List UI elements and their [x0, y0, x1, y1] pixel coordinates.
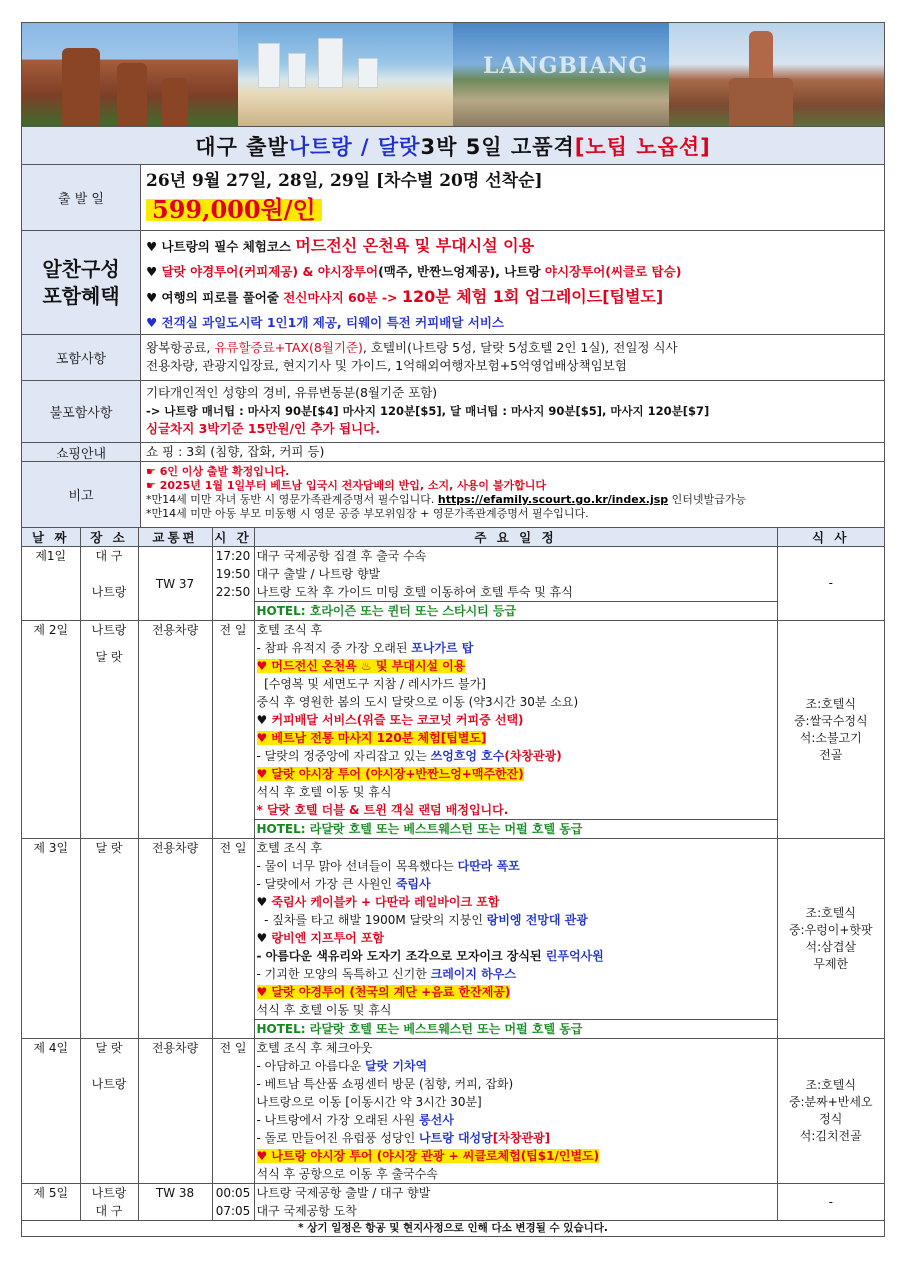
- time: 19:50: [215, 567, 251, 581]
- schedule-item: 호텔 조식 후: [256, 841, 323, 855]
- schedule-item: 호텔 조식 후: [256, 623, 323, 637]
- schedule-item: - 참파 유적지 중 가장 오래된 포나가르 탑: [256, 641, 474, 655]
- place: 나트랑: [91, 1186, 127, 1200]
- benefit-item: [146, 284, 879, 310]
- benefit-highlight: 달랏 야경투어(커피제공) & 야시장투어: [161, 264, 379, 279]
- place: 달 랏: [95, 650, 123, 664]
- photo-banner: [22, 23, 884, 127]
- ponagar-tower-photo: [22, 23, 238, 126]
- schedule-item: - 아담하고 아름다운 달랏 기차역: [256, 1059, 428, 1073]
- benefits-row: [22, 231, 884, 335]
- manner-tip-line: -> 나트랑 매너팁 : 마사지 90분[$4] 마사지 120분[$5], 달 매너팁 : 마사지 90분[$5], 마사지 120분[$7]: [146, 404, 710, 418]
- meal: 전골: [819, 747, 843, 762]
- single-charge-line: 싱글차지 3박기준 15만원/인 추가 됩니다.: [146, 421, 380, 436]
- included-line: 왕복항공료, 유류할증료+TAX(8월기준), 호텔비(나트랑 5성, 달랏 5성호텔 2인 1실), 전일정 식사: [146, 340, 678, 355]
- schedule-item: 나트랑 국제공항 출발 / 대구 향발: [256, 1186, 431, 1200]
- schedule-item: - 기괴한 모양의 독특하고 신기한 크레이지 하우스: [256, 967, 516, 981]
- remark-line: *만14세 미만 자녀 동반 시 영문가족관계증명서 필수입니다. https://efamily.scourt.go.kr/index.jsp 인터넷발급가능: [146, 493, 747, 506]
- remark-line: ☛ 2025년 1월 1일부터 베트남 입국시 전자담배의 반입, 소지, 사용이 불가합니다: [146, 479, 546, 492]
- meal: 석:소불고기: [799, 730, 862, 745]
- time: 전 일: [212, 839, 254, 1039]
- schedule-item: 대구 국제공항 집결 후 출국 수속: [256, 549, 427, 563]
- schedule-item: 대구 출발 / 나트랑 향발: [256, 567, 381, 581]
- schedule-item: 중식 후 영원한 봄의 도시 달랏으로 이동 (약3시간 30분 소요): [256, 695, 579, 709]
- included-line: 전용차량, 관광지입장료, 현지기사 및 가이드, 1억해외여행자보험+5억영업배상책임보험: [146, 358, 627, 373]
- time: 전 일: [212, 1039, 254, 1184]
- schedule-item: 호텔 조식 후 체크아웃: [256, 1041, 373, 1055]
- remarks-label: 비고: [22, 462, 141, 527]
- excluded-label: 불포함사항: [22, 381, 141, 442]
- benefit-highlight: 머드전신 온천욕 및 부대시설 이용: [295, 236, 535, 255]
- place: 대 구: [95, 549, 123, 563]
- price-badge: 599,000원/인: [146, 199, 322, 221]
- meal: 정식: [819, 1112, 843, 1126]
- departure-label: 출 발 일: [22, 165, 141, 230]
- day-5-row: [22, 1184, 884, 1221]
- dalat-cathedral-photo: [669, 23, 885, 126]
- schedule-item: - 달랏에서 가장 큰 사원인 죽림사: [256, 877, 431, 891]
- schedule-item: ♥ 죽림사 케이블카 + 다딴라 레일바이크 포함: [256, 895, 500, 909]
- schedule-item: 석식 후 공항으로 이동 후 출국수속: [256, 1167, 438, 1181]
- remark-line: ☛ 6인 이상 출발 확정입니다.: [146, 465, 290, 478]
- meal: 석:김치전골: [799, 1129, 862, 1143]
- schedule-item: - 아름다운 색유리와 도자기 조각으로 모자이크 장식된 린푸억사원: [256, 949, 604, 963]
- day-label: 제 2일: [22, 621, 80, 839]
- time: 07:05: [215, 1204, 251, 1218]
- transport: 전용차량: [138, 621, 212, 839]
- place: 대 구: [95, 1204, 123, 1218]
- schedule-item: - 물이 너무 맑아 선녀들이 목욕했다는 다딴라 폭포: [256, 859, 520, 873]
- excluded-row: [22, 381, 884, 443]
- watermark-text: LANGBIANG: [483, 53, 649, 79]
- shopping-row: [22, 443, 884, 462]
- schedule-item: [수영복 및 세면도구 지참 / 레시가드 불가]: [256, 677, 486, 691]
- meal: 중:우렁이+핫팟: [788, 922, 873, 937]
- remarks-row: [22, 462, 884, 528]
- day-label: 제 4일: [22, 1039, 80, 1184]
- benefit-item: ♥ 전객실 과일도시락 1인1개 제공, 티웨이 특전 커피배달 서비스: [146, 315, 504, 330]
- benefit-highlight: 전신마사지 60분 ->: [283, 290, 402, 305]
- benefit-text: (맥주, 반짠느엉제공), 나트랑: [378, 264, 545, 279]
- hotel-line: HOTEL: 호라이즌 또는 퀸터 또는 스타시티 등급: [255, 601, 777, 620]
- schedule-item: ♥ 랑비엔 지프투어 포함: [256, 931, 385, 945]
- benefits-label: [22, 231, 141, 334]
- place: 나트랑: [91, 585, 127, 599]
- time: 00:05: [215, 1186, 251, 1200]
- place: 나트랑: [91, 623, 127, 637]
- included-row: [22, 335, 884, 381]
- schedule-item: 석식 후 호텔 이동 및 휴식: [256, 1003, 392, 1017]
- meal: 석:삼겹살: [805, 939, 856, 954]
- benefits-label-line: 알찬구성: [42, 256, 120, 281]
- included-label: 포함사항: [22, 335, 141, 380]
- place: 나트랑: [91, 1077, 127, 1091]
- schedule-item: - 나트랑에서 가장 오래된 사원 롱선사: [256, 1113, 454, 1127]
- title-part: 3박 5일 고품격: [420, 134, 575, 159]
- schedule-item: * 달랏 호텔 더블 & 트윈 객실 랜덤 배정입니다.: [256, 803, 509, 817]
- time: 22:50: [215, 585, 251, 599]
- benefit-text: ♥: [146, 264, 162, 279]
- transport: 전용차량: [138, 839, 212, 1039]
- day-label: 제 5일: [22, 1184, 80, 1221]
- day-label: 제 3일: [22, 839, 80, 1039]
- meal: -: [777, 547, 884, 621]
- itinerary-table: [22, 528, 884, 1221]
- day-2-row: [22, 621, 884, 839]
- tour-flyer: [21, 22, 885, 1237]
- remark-line: *만14세 미만 아동 부모 미동행 시 영문 공증 부모위임장 + 영문가족관계증명서 필수입니다.: [146, 507, 589, 520]
- header-time: 시 간: [212, 528, 254, 547]
- itinerary-header: [22, 528, 884, 547]
- schedule-item: 나트랑으로 이동 [이동시간 약 3시간 30분]: [256, 1095, 482, 1109]
- benefit-text: ♥ 나트랑의 필수 체험코스: [146, 239, 296, 254]
- benefit-highlight: 120분 체험 1회 업그레이드[팁별도]: [401, 287, 664, 306]
- schedule-item: ♥ 달랏 야경투어 (천국의 계단 +음료 한잔제공): [256, 985, 511, 999]
- nhatrang-beach-photo: [238, 23, 454, 126]
- header-day: 날 짜: [22, 528, 80, 547]
- benefits-label-line: 포함혜택: [42, 283, 120, 308]
- transport: 전용차량: [138, 1039, 212, 1184]
- page-title: [22, 127, 884, 165]
- place: 달 랏: [95, 1041, 123, 1055]
- meal: 조:호텔식: [805, 696, 856, 711]
- schedule-item: ♥ 커피배달 서비스(위즐 또는 코코넛 커피중 선택): [256, 713, 524, 727]
- day-1-row: [22, 547, 884, 621]
- time: 전 일: [212, 621, 254, 839]
- place: 달 랏: [80, 839, 138, 1039]
- header-transport: 교통편: [138, 528, 212, 547]
- day-3-row: [22, 839, 884, 1039]
- meal: 조:호텔식: [805, 1078, 856, 1092]
- departure-dates: 26년 9월 27일, 28일, 29일 [차수별 20명 선착순]: [146, 171, 543, 191]
- schedule-item: 석식 후 호텔 이동 및 휴식: [256, 785, 392, 799]
- footer-note: * 상기 일정은 항공 및 현지사정으로 인해 다소 변경될 수 있습니다.: [298, 1222, 608, 1234]
- meal: 중:분짜+반세오: [788, 1095, 873, 1109]
- title-part: 대구 출발: [195, 134, 289, 159]
- day-4-row: [22, 1039, 884, 1184]
- flight: TW 38: [138, 1184, 212, 1221]
- header-schedule: 주 요 일 정: [254, 528, 777, 547]
- schedule-item: ♥ 나트랑 야시장 투어 (야시장 관광 + 씨클로체험(팁$1/인별도): [256, 1149, 600, 1163]
- excluded-line: 기타개인적인 성향의 경비, 유류변동분(8월기준 포함): [146, 385, 438, 400]
- shopping-text: 쇼 핑 : 3회 (침향, 잡화, 커피 등): [146, 444, 325, 459]
- title-destination: 나트랑 / 달랏: [288, 134, 421, 159]
- day-label: 제1일: [22, 547, 80, 621]
- schedule-item: - 짚차를 타고 해발 1900M 달랏의 지붕인 랑비엥 전망대 관광: [256, 913, 588, 927]
- departure-row: [22, 165, 884, 231]
- meal: 중:쌀국수정식: [793, 713, 868, 728]
- benefit-highlight: 야시장투어(씨클로 탑승): [544, 264, 682, 279]
- benefit-item: [146, 259, 879, 284]
- benefit-text: ♥ 여행의 피로를 풀어줄: [146, 290, 284, 305]
- schedule-item: - 달랏의 정중앙에 자리잡고 있는 쓰엉흐엉 호수(차창관광): [256, 749, 562, 763]
- header-place: 장 소: [80, 528, 138, 547]
- schedule-item: - 베트남 특산품 쇼핑센터 방문 (침향, 커피, 잡화): [256, 1077, 514, 1091]
- shopping-label: 쇼핑안내: [22, 443, 141, 461]
- schedule-item: ♥ 달랏 야시장 투어 (야시장+반짠느엉+맥주한잔): [256, 767, 524, 781]
- benefit-item: [146, 233, 879, 259]
- hotel-line: HOTEL: 라달랏 호텔 또는 베스트웨스턴 또는 머펄 호텔 동급: [255, 1019, 777, 1038]
- header-meal: 식 사: [777, 528, 884, 547]
- hotel-line: HOTEL: 라달랏 호텔 또는 베스트웨스턴 또는 머펄 호텔 동급: [255, 819, 777, 838]
- time: 17:20: [215, 549, 251, 563]
- schedule-item: - 돌로 만들어진 유럽풍 성당인 나트랑 대성당[차창관광]: [256, 1131, 551, 1145]
- title-tag: [노팁 노옵션]: [574, 134, 711, 159]
- efamily-link[interactable]: https://efamily.scourt.go.kr/index.jsp: [437, 493, 669, 506]
- meal: 무제한: [813, 956, 849, 971]
- schedule-item: 나트랑 도착 후 가이드 미팅 호텔 이동하여 호텔 투숙 및 휴식: [256, 585, 573, 599]
- schedule-item: ♥ 머드전신 온천욕 ♨ 및 부대시설 이용: [256, 659, 466, 673]
- schedule-item: 대구 국제공항 도착: [256, 1204, 357, 1218]
- schedule-item: ♥ 베트남 전통 마사지 120분 체험[팁별도]: [256, 731, 487, 745]
- meal: 조:호텔식: [805, 905, 856, 920]
- langbiang-photo: [453, 23, 669, 126]
- flight: TW 37: [155, 576, 195, 591]
- meal: -: [777, 1184, 884, 1221]
